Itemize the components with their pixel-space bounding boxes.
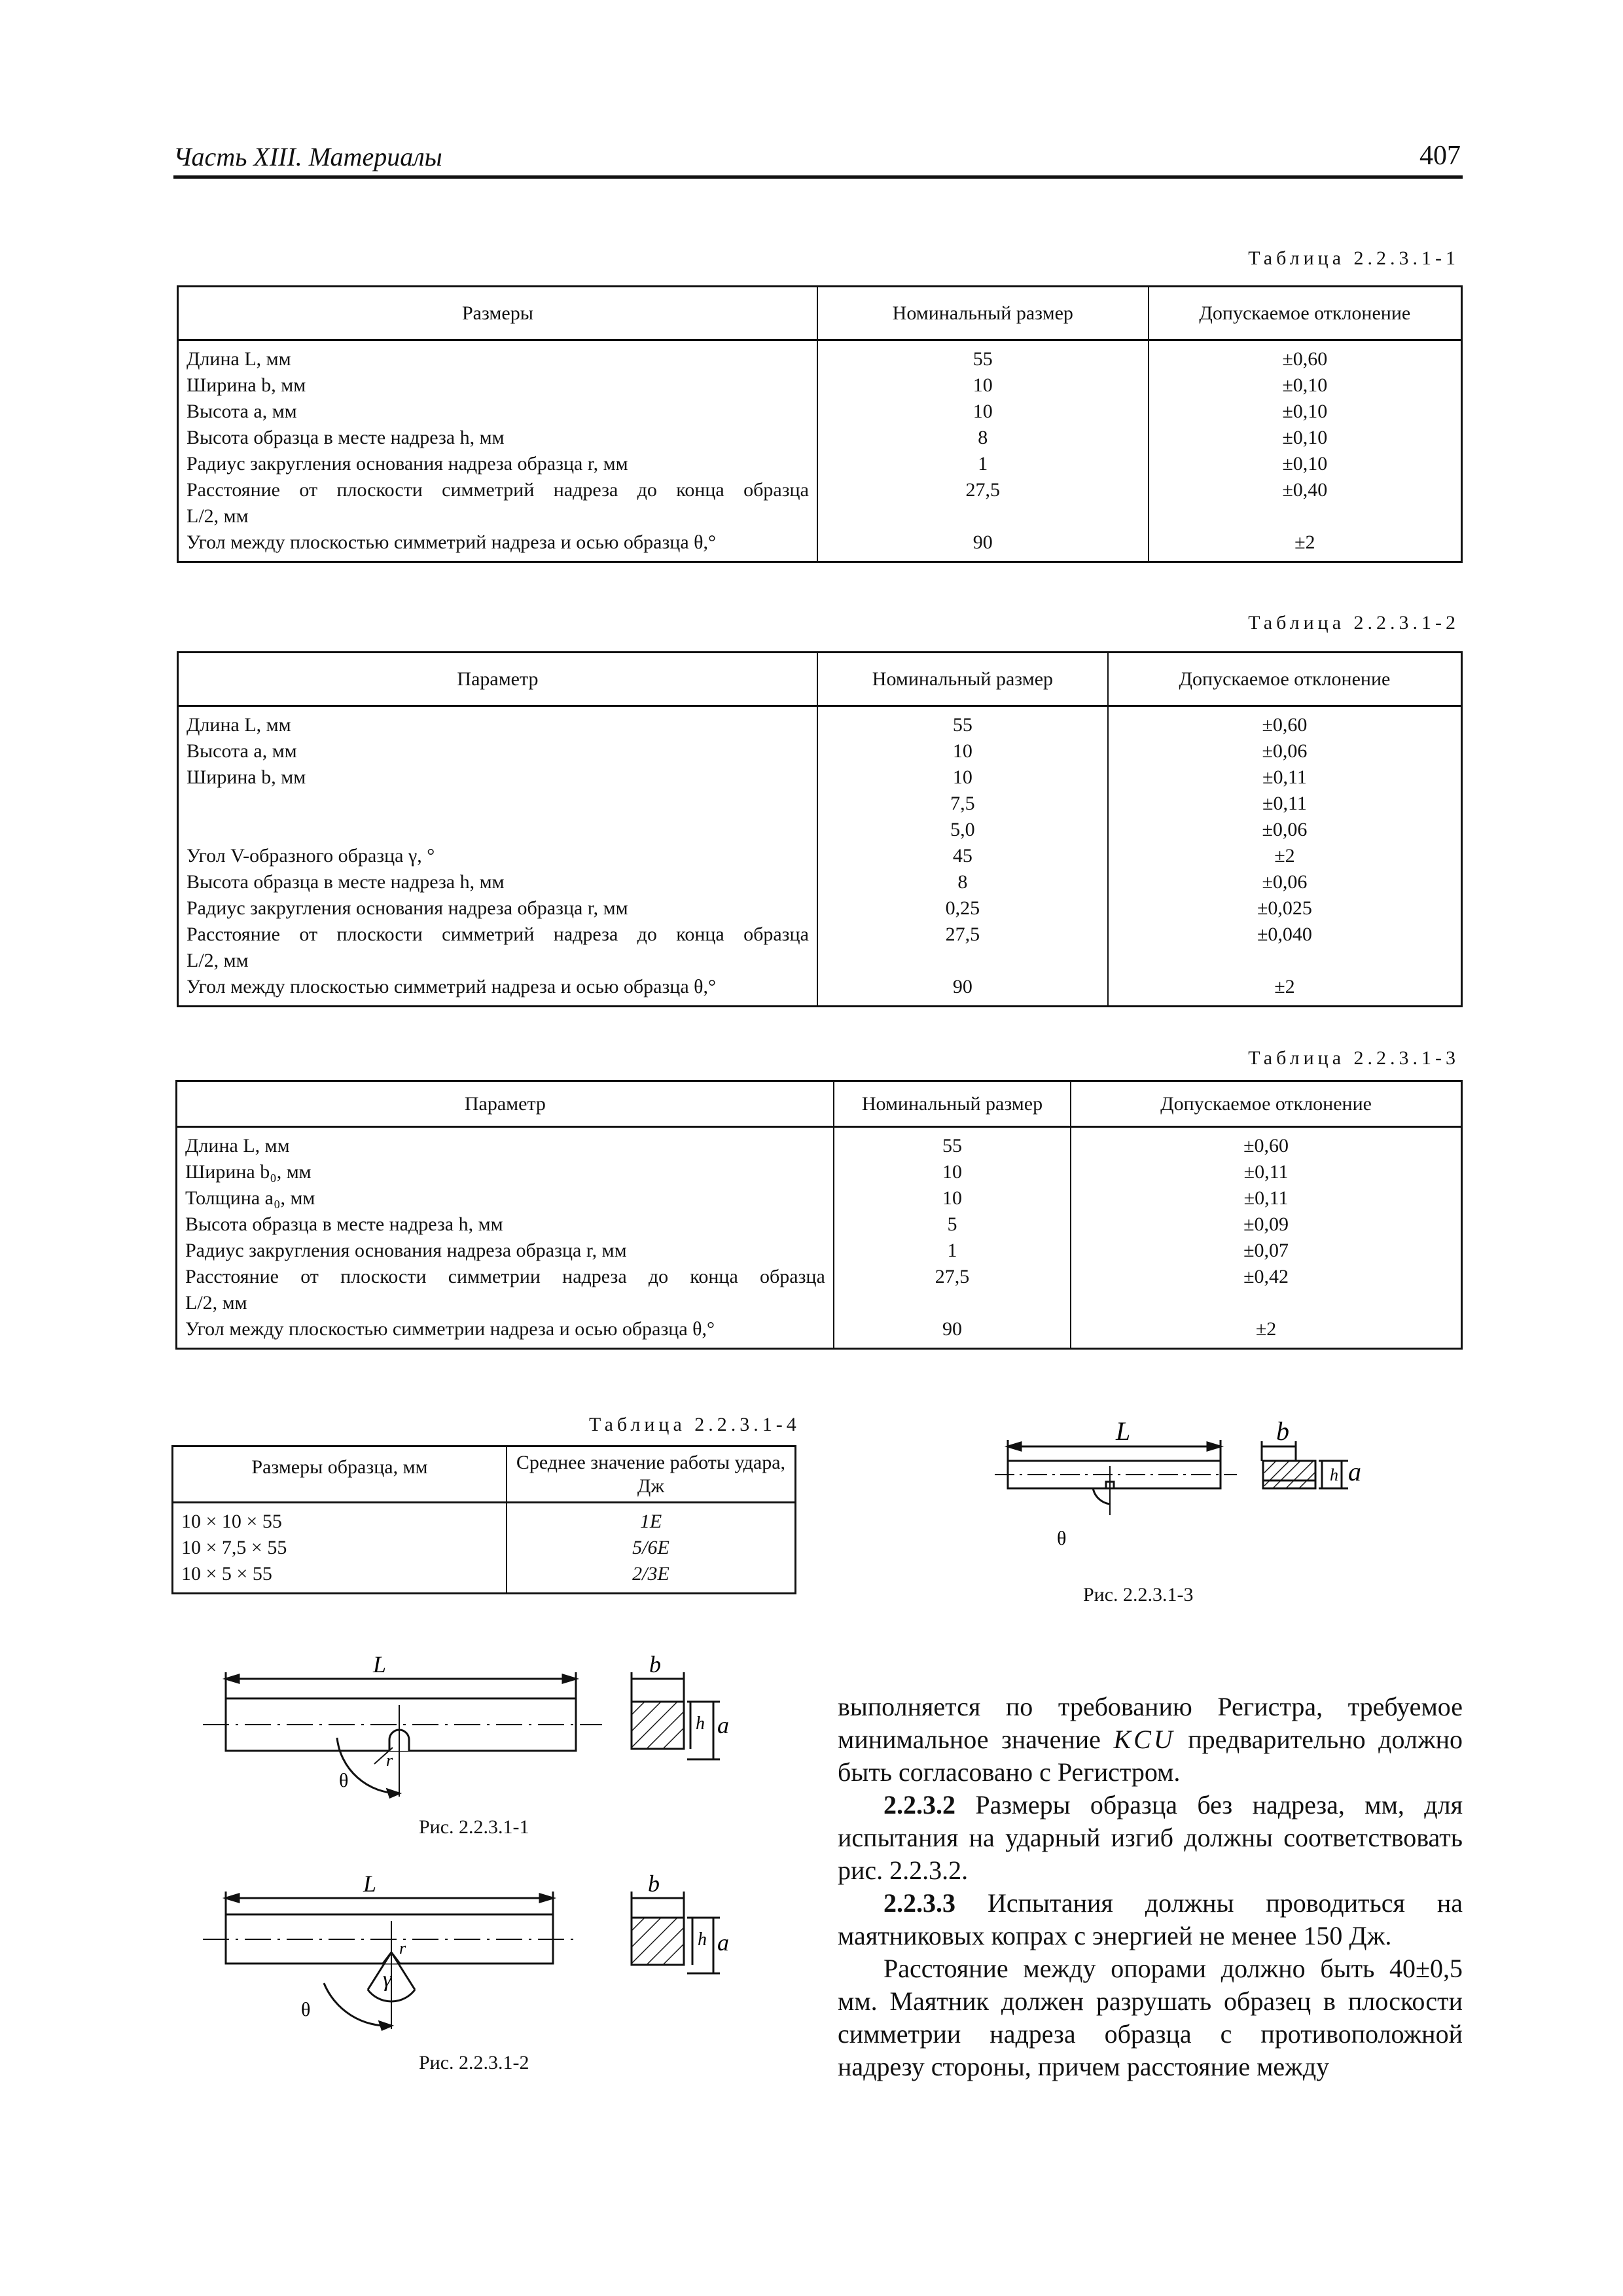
table4 <box>171 1445 796 1594</box>
table3-cell-r2-c0: Толщина a₀, мм <box>185 1187 315 1209</box>
fig1-label-h: h <box>696 1713 705 1734</box>
fig1-label-r: r <box>386 1751 393 1770</box>
table1-cell-r4-c1: 1 <box>978 453 988 475</box>
fig2-label-h: h <box>698 1929 707 1950</box>
table2-cell-r10-c1: 90 <box>952 976 972 997</box>
table4-cell-r2-c0: 10 × 5 × 55 <box>181 1563 272 1585</box>
table2-cell-r9-c0: L/2, мм <box>187 950 249 971</box>
table1-cell-r6-c2 <box>1157 503 1453 529</box>
fig2-label-theta: θ <box>301 1999 311 2020</box>
table1-cell-r0-c2: ±0,60 <box>1282 348 1328 370</box>
fig2-label-b: b <box>648 1871 660 1897</box>
table1-cell-r2-c1: 10 <box>972 401 993 422</box>
table1-cell-r4-c2: ±0,10 <box>1282 453 1328 475</box>
table3-caption: Таблица 2.2.3.1-3 <box>1248 1047 1459 1069</box>
table1-header-dimensions: Размеры <box>178 287 817 340</box>
table1-cell-r0-c0: Длина L, мм <box>187 348 291 370</box>
table2-cell-r9-c2 <box>1116 948 1453 974</box>
fig3-label-b: b <box>1276 1420 1289 1446</box>
table2-col-nominal <box>817 706 1108 1007</box>
table2-cell-r1-c2: ±0,06 <box>1262 740 1308 762</box>
table2-cell-r2-c1: 10 <box>952 766 972 788</box>
table1-col-tolerance <box>1149 340 1462 562</box>
table1-cell-r3-c2: ±0,10 <box>1282 427 1328 448</box>
table3-col-param <box>177 1127 834 1349</box>
table4-header-size: Размеры образца, мм <box>173 1446 507 1503</box>
table1-col-param <box>178 340 817 562</box>
table3-cell-r3-c1: 5 <box>947 1213 957 1235</box>
table3-col-tolerance <box>1071 1127 1461 1349</box>
table3-cell-r7-c1: 90 <box>942 1318 962 1340</box>
table3-cell-r5-c2: ±0,42 <box>1243 1266 1289 1287</box>
table2-col-param <box>178 706 817 1007</box>
table2-cell-r5-c2: ±2 <box>1274 845 1295 867</box>
table3-cell-r0-c2: ±0,60 <box>1243 1135 1289 1157</box>
table2-cell-r8-c1: 27,5 <box>945 924 980 945</box>
table2-cell-r10-c0: Угол между плоскостью симметрий надреза и осью образца θ,° <box>187 976 717 997</box>
table3-cell-r1-c1: 10 <box>942 1161 962 1183</box>
table2-cell-r8-c0: Расстояние от плоскости симметрий надреза до конца образца <box>187 924 809 945</box>
paragraph-2-2-3-2 <box>838 1789 1463 1887</box>
table2-cell-r5-c1: 45 <box>952 845 972 867</box>
paragraph-supports-distance: Расстояние между опорами должно быть 40±0,5 мм. Маятник должен разрушать образец в плоскости симметрии надреза образца с противоположной надрезу стороны, причем расстояние между <box>838 1954 1463 2081</box>
figure-2-caption: Рис. 2.2.3.1-2 <box>419 2052 529 2073</box>
table2-cell-r2-c0: Ширина b, мм <box>187 766 306 788</box>
table4-cell-r0-c0: 10 × 10 × 55 <box>181 1511 282 1532</box>
table3-cell-r4-c2: ±0,07 <box>1243 1240 1289 1261</box>
table2-col-tolerance <box>1108 706 1462 1007</box>
table2-cell-r4-c0 <box>187 817 809 843</box>
body-text-column <box>838 1691 1463 2083</box>
table2-cell-r4-c1: 5,0 <box>950 819 975 840</box>
fig3-cross-section <box>1263 1461 1315 1488</box>
table3-cell-r5-c1: 27,5 <box>935 1266 970 1287</box>
fig1-label-a: a <box>717 1712 729 1738</box>
table1-cell-r4-c0: Радиус закругления основания надреза образца r, мм <box>187 453 628 475</box>
table3-cell-r4-c1: 1 <box>947 1240 957 1261</box>
paragraph-2-2-3-3-text: Испытания должны проводиться на маятниковых копрах с энергией не менее 150 Дж. <box>838 1888 1463 1950</box>
table2-cell-r7-c2: ±0,025 <box>1257 897 1312 919</box>
table3-cell-r6-c0: L/2, мм <box>185 1292 247 1314</box>
fig2-label-r: r <box>399 1939 406 1958</box>
table2-cell-r0-c1: 55 <box>952 714 972 736</box>
table2-cell-r8-c2: ±0,040 <box>1257 924 1312 945</box>
table4-col-size <box>173 1503 507 1594</box>
table2 <box>177 651 1463 1007</box>
table4-col-energy <box>507 1503 796 1594</box>
paragraph-2-2-3-3 <box>838 1887 1463 1952</box>
table4-cell-r1-c1: 5/6E <box>632 1537 669 1558</box>
table1-cell-r5-c1: 27,5 <box>965 479 1001 501</box>
table3-cell-r2-c1: 10 <box>942 1187 962 1209</box>
table3-cell-r3-c0: Высота образца в месте надреза h, мм <box>185 1213 503 1235</box>
table1-cell-r1-c0: Ширина b, мм <box>187 374 306 396</box>
table3-cell-r6-c1 <box>842 1290 1062 1316</box>
table2-cell-r7-c0: Радиус закругления основания надреза образца r, мм <box>187 897 628 919</box>
table1 <box>177 285 1463 563</box>
table1-cell-r1-c2: ±0,10 <box>1282 374 1328 396</box>
fig3-label-h: h <box>1330 1465 1338 1484</box>
table3-header-nominal: Номинальный размер <box>834 1081 1071 1127</box>
table1-cell-r6-c0: L/2, мм <box>187 505 249 527</box>
fig2-cross-section <box>632 1918 684 1965</box>
table1-cell-r7-c1: 90 <box>972 531 993 553</box>
table1-cell-r3-c0: Высота образца в месте надреза h, мм <box>187 427 505 448</box>
table3-cell-r0-c1: 55 <box>942 1135 962 1157</box>
section-number-2-2-3-2: 2.2.3.2 <box>883 1790 955 1820</box>
table3-header-tolerance: Допускаемое отклонение <box>1071 1081 1461 1127</box>
paragraph-2-2-3-2-text: Размеры образца без надреза, мм, для испытания на ударный изгиб должны соответствовать рис. 2.2.3.2. <box>838 1790 1463 1885</box>
header-rule <box>173 175 1463 179</box>
table1-cell-r0-c1: 55 <box>972 348 993 370</box>
table2-cell-r4-c2: ±0,06 <box>1262 819 1308 840</box>
table2-cell-r6-c2: ±0,06 <box>1262 871 1308 893</box>
table3-cell-r4-c0: Радиус закругления основания надреза образца r, мм <box>185 1240 627 1261</box>
table3-cell-r7-c2: ±2 <box>1255 1318 1277 1340</box>
fig1-label-b: b <box>649 1651 661 1677</box>
table2-cell-r2-c2: ±0,11 <box>1262 766 1307 788</box>
fig1-cross-section <box>632 1702 684 1749</box>
fig2-label-a: a <box>717 1929 729 1956</box>
table1-cell-r6-c1 <box>826 503 1140 529</box>
table1-cell-r7-c0: Угол между плоскостью симметрий надреза и осью образца θ,° <box>187 531 717 553</box>
page-number: 407 <box>1419 141 1461 171</box>
table2-cell-r6-c0: Высота образца в месте надреза h, мм <box>187 871 505 893</box>
table2-cell-r0-c0: Длина L, мм <box>187 714 291 736</box>
table4-cell-r2-c1: 2/3E <box>632 1563 669 1585</box>
table2-cell-r6-c1: 8 <box>957 871 968 893</box>
table2-caption: Таблица 2.2.3.1-2 <box>1248 612 1459 634</box>
fig2-label-L: L <box>363 1871 377 1897</box>
table2-header-parameter: Параметр <box>178 653 817 706</box>
table3-cell-r5-c0: Расстояние от плоскости симметрии надреза до конца образца <box>185 1266 825 1287</box>
table4-header-energy: Среднее значение работы удара, Дж <box>507 1446 796 1503</box>
paragraph-continuation: выполняется по требованию Регистра, требуемое минимальное значение KCU предварительно должно быть согласовано с Регистром. <box>838 1692 1463 1787</box>
table3-cell-r2-c2: ±0,11 <box>1243 1187 1289 1209</box>
table3-col-nominal <box>834 1127 1071 1349</box>
table2-cell-r5-c0: Угол V-образного образца γ, ° <box>187 845 435 867</box>
kcu-term: KCU <box>1113 1725 1175 1754</box>
table1-caption: Таблица 2.2.3.1-1 <box>1248 247 1459 269</box>
table2-cell-r1-c1: 10 <box>952 740 972 762</box>
table2-cell-r1-c0: Высота a, мм <box>187 740 297 762</box>
table3-cell-r0-c0: Длина L, мм <box>185 1135 290 1157</box>
table3-cell-r7-c0: Угол между плоскостью симметрии надреза и осью образца θ,° <box>185 1318 715 1340</box>
table1-cell-r2-c0: Высота a, мм <box>187 401 297 422</box>
table2-header-tolerance: Допускаемое отклонение <box>1108 653 1462 706</box>
fig3-label-L: L <box>1116 1420 1131 1446</box>
table3-cell-r6-c2 <box>1079 1290 1453 1316</box>
table4-caption: Таблица 2.2.3.1-4 <box>589 1414 800 1435</box>
table4-cell-r1-c0: 10 × 7,5 × 55 <box>181 1537 287 1558</box>
table3-cell-r1-c0: Ширина b₀, мм <box>185 1161 312 1183</box>
table3 <box>175 1080 1463 1350</box>
table1-cell-r2-c2: ±0,10 <box>1282 401 1328 422</box>
table2-cell-r3-c2: ±0,11 <box>1262 793 1307 814</box>
section-number-2-2-3-3: 2.2.3.3 <box>883 1888 955 1918</box>
fig2-label-gamma: γ <box>383 1967 392 1992</box>
table2-cell-r3-c0 <box>187 791 809 817</box>
table1-cell-r1-c1: 10 <box>972 374 993 396</box>
table2-cell-r7-c1: 0,25 <box>945 897 980 919</box>
fig3-label-theta: θ <box>1057 1528 1067 1549</box>
table2-cell-r9-c1 <box>826 948 1099 974</box>
table2-cell-r0-c2: ±0,60 <box>1262 714 1308 736</box>
table1-header-tolerance: Допускаемое отклонение <box>1149 287 1462 340</box>
figure-2-drawing <box>196 1869 785 2032</box>
table3-cell-r1-c2: ±0,11 <box>1243 1161 1289 1183</box>
table2-cell-r10-c2: ±2 <box>1274 976 1295 997</box>
figure-3-caption: Рис. 2.2.3.1-3 <box>1083 1584 1194 1605</box>
table1-cell-r3-c1: 8 <box>978 427 988 448</box>
fig1-label-L: L <box>373 1651 387 1677</box>
running-header-title: Часть XIII. Материалы <box>173 142 442 171</box>
table2-cell-r3-c1: 7,5 <box>950 793 975 814</box>
figure-1-caption: Рис. 2.2.3.1-1 <box>419 1816 529 1838</box>
table1-cell-r5-c2: ±0,40 <box>1282 479 1328 501</box>
table3-header-parameter: Параметр <box>177 1081 834 1127</box>
figure-1-drawing <box>196 1649 785 1800</box>
table4-cell-r0-c1: 1E <box>639 1511 662 1532</box>
table1-cell-r5-c0: Расстояние от плоскости симметрий надреза до конца образца <box>187 479 809 501</box>
table1-col-nominal <box>817 340 1149 562</box>
table3-cell-r3-c2: ±0,09 <box>1243 1213 1289 1235</box>
table2-header-nominal: Номинальный размер <box>817 653 1108 706</box>
fig1-label-theta: θ <box>339 1770 349 1791</box>
table1-header-nominal: Номинальный размер <box>817 287 1149 340</box>
fig3-label-a: a <box>1348 1457 1361 1486</box>
figure-3-drawing <box>995 1420 1361 1564</box>
table1-cell-r7-c2: ±2 <box>1294 531 1315 553</box>
